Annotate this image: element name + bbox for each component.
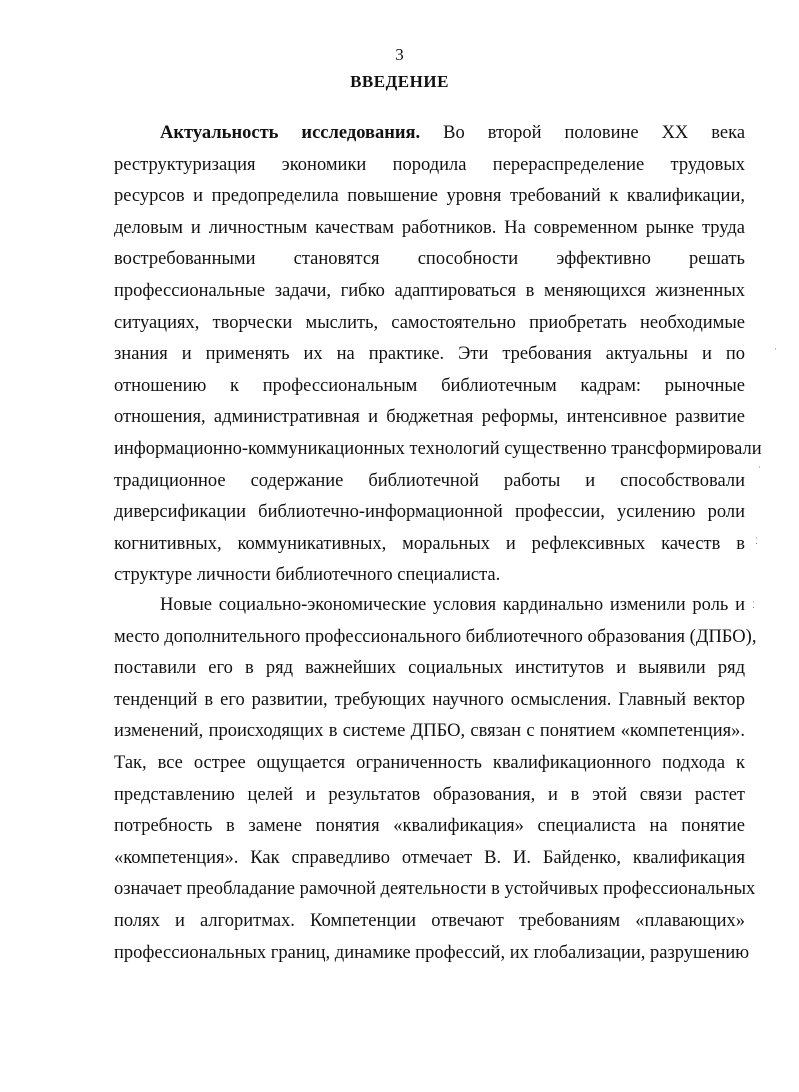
text-line: означает преобладание рамочной деятельности в устойчивых профессиональных [114, 879, 756, 900]
text-line: поставили его в ряд важнейших социальных институтов и выявили ряд [114, 658, 745, 679]
scan-artifact: · [758, 462, 761, 472]
text-line: когнитивных, коммуникативных, моральных и рефлексивных качеств в [114, 533, 745, 554]
scan-artifact: ⁚ [752, 600, 755, 610]
paragraph-lead: Актуальность исследования. [160, 123, 421, 143]
text-line: отношения, административная и бюджетная реформы, интенсивное развитие [114, 407, 745, 428]
text-line: ресурсов и предопределила повышение уровня требований к квалификации, [114, 186, 745, 207]
scan-artifact: ⁚ [755, 536, 758, 546]
page-number: 3 [395, 45, 404, 64]
text-line: изменений, происходящих в системе ДПБО, связан с понятием «компетенция». [114, 721, 745, 742]
text-line: реструктуризация экономики породила перераспределение трудовых [114, 154, 745, 175]
text-line: полях и алгоритмах. Компетенции отвечают требованиям «плавающих» [114, 910, 745, 931]
text-line: востребованными становятся способности эффективно решать [114, 249, 745, 270]
page-heading: ВВЕДЕНИЕ [350, 72, 449, 91]
text-line: диверсификации библиотечно-информационной профессии, усилению роли [114, 502, 745, 523]
text-line: «компетенция». Как справедливо отмечает В. И. Байденко, квалификация [114, 847, 745, 868]
text-line: отношению к профессиональным библиотечным кадрам: рыночные [114, 375, 745, 396]
paragraph-relevance [114, 118, 762, 592]
text-line: информационно-коммуникационных технологий существенно трансформировали [114, 438, 762, 459]
text-line: потребность в замене понятия «квалификация» специалиста на понятие [114, 816, 745, 837]
text-line: профессиональных границ, динамике профессий, их глобализации, разрушению [114, 942, 750, 963]
text-line: профессиональные задачи, гибко адаптироваться в меняющихся жизненных [114, 280, 745, 301]
paragraph-new-conditions [114, 590, 757, 969]
text-line: ситуациях, творчески мыслить, самостоятельно приобретать необходимые [114, 312, 745, 333]
scan-artifact: · [774, 344, 777, 354]
text-line: структуре личности библиотечного специалиста. [114, 565, 501, 586]
text-line: Новые социально-экономические условия кардинально изменили роль и [160, 595, 745, 615]
text-line: Актуальность исследования. Во второй половине XX века [160, 123, 746, 143]
text-line: традиционное содержание библиотечной работы и способствовали [114, 470, 745, 491]
text-line: знания и применять их на практике. Эти требования актуальны и по [114, 344, 745, 365]
text-line: Так, все острее ощущается ограниченность квалификационного подхода к [114, 752, 745, 773]
text-line: представлению целей и результатов образования, и в этой связи растет [114, 784, 745, 805]
text-line: тенденций в его развитии, требующих научного осмысления. Главный вектор [114, 689, 745, 710]
text-line: место дополнительного профессионального библиотечного образования (ДПБО), [114, 626, 757, 647]
text-line: деловым и личностным качествам работников. На современном рынке труда [114, 217, 745, 238]
